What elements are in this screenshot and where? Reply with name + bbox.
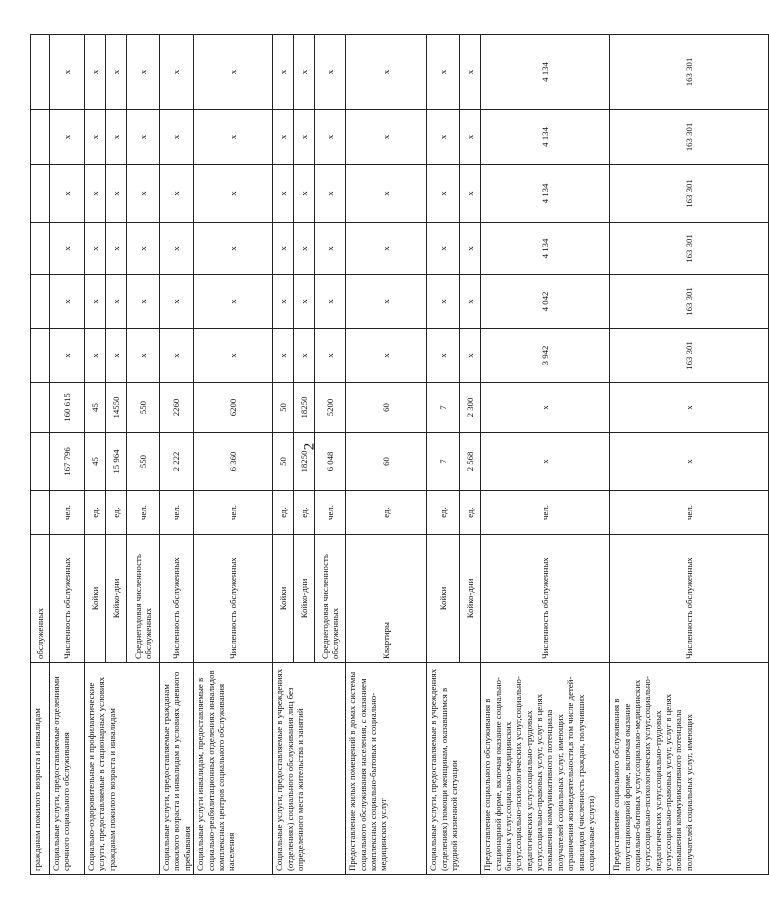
indicator-cell: Численность обслуженных — [194, 535, 273, 663]
value-cell: х — [294, 35, 315, 110]
value-cell: х — [85, 110, 106, 165]
value-cell: х — [427, 223, 460, 275]
value-cell: 50 — [273, 433, 294, 491]
value-cell: 4 134 — [481, 110, 610, 165]
value-cell: х — [127, 223, 160, 275]
rotated-table-wrapper — [30, 35, 694, 875]
unit-cell: чел. — [160, 491, 194, 535]
value-cell: х — [127, 275, 160, 329]
value-cell: х — [106, 329, 127, 383]
value-cell: 60 — [346, 433, 427, 491]
value-cell: 50 — [273, 383, 294, 433]
value-cell: х — [85, 329, 106, 383]
value-cell: х — [127, 165, 160, 223]
table-row — [85, 35, 106, 875]
value-cell: х — [160, 275, 194, 329]
value-cell: х — [273, 275, 294, 329]
value-cell: х — [160, 35, 194, 110]
value-cell: х — [315, 329, 346, 383]
value-cell: 167 796 — [50, 433, 85, 491]
value-cell: 163 301 — [610, 329, 769, 383]
value-cell: 45 — [85, 383, 106, 433]
value-cell: 550 — [127, 433, 160, 491]
value-cell: 163 301 — [610, 223, 769, 275]
indicator-cell: Численность обслуженных — [481, 535, 610, 663]
value-cell: х — [50, 275, 85, 329]
unit-cell: чел. — [50, 491, 85, 535]
service-description: Социальные услуги, предоставляемые в учреждениях (отделениях) социального обслуживания лиц без определенного места жительства и занятий — [273, 663, 346, 875]
value-cell: х — [50, 223, 85, 275]
value-cell: х — [481, 433, 610, 491]
value-cell: х — [315, 110, 346, 165]
unit-cell: ед. — [106, 491, 127, 535]
value-cell: х — [85, 35, 106, 110]
value-cell: х — [85, 275, 106, 329]
value-cell: 60 — [346, 383, 427, 433]
value-cell: х — [427, 35, 460, 110]
value-cell: х — [610, 433, 769, 491]
value-cell: х — [427, 275, 460, 329]
value-cell: 5200 — [315, 383, 346, 433]
value-cell: х — [50, 110, 85, 165]
fragment-description: гражданам пожилого возраста и инвалидам — [31, 663, 50, 875]
value-cell: х — [315, 223, 346, 275]
value-cell: х — [85, 165, 106, 223]
value-cell: х — [346, 275, 427, 329]
value-cell: 6200 — [194, 383, 273, 433]
value-cell: х — [315, 165, 346, 223]
indicator-cell: Среднегодовая численность обслуженных — [315, 535, 346, 663]
value-cell: х — [427, 165, 460, 223]
value-cell: 163 301 — [610, 275, 769, 329]
value-cell: 4 134 — [481, 165, 610, 223]
value-cell: 15 964 — [106, 433, 127, 491]
value-cell: х — [194, 110, 273, 165]
value-cell: х — [160, 165, 194, 223]
indicator-cell: Койко-дни — [460, 535, 481, 663]
value-cell: 45 — [85, 433, 106, 491]
value-cell: х — [460, 275, 481, 329]
unit-cell: ед. — [273, 491, 294, 535]
table-body — [31, 35, 769, 875]
unit-cell: чел. — [127, 491, 160, 535]
unit-cell: ед. — [346, 491, 427, 535]
indicator-cell: Численность обслуженных — [160, 535, 194, 663]
value-cell: х — [346, 165, 427, 223]
value-cell: 163 301 — [610, 110, 769, 165]
value-cell: 163 301 — [610, 35, 769, 110]
value-cell: х — [315, 275, 346, 329]
unit-cell: чел. — [315, 491, 346, 535]
value-cell: х — [160, 223, 194, 275]
value-cell: х — [160, 329, 194, 383]
value-cell: 18250 — [294, 383, 315, 433]
table-row — [194, 35, 273, 875]
value-cell: х — [346, 35, 427, 110]
table-row — [481, 35, 610, 875]
value-cell: х — [346, 223, 427, 275]
value-cell: х — [194, 275, 273, 329]
value-cell: 2260 — [160, 383, 194, 433]
value-cell: х — [194, 223, 273, 275]
value-cell: х — [50, 35, 85, 110]
service-description: Предоставление социального обслуживания в стационарной форме, включая оказание социально-бытовых услуг,социально-медицинских услуг,социально-психологических услуг,социально-педагогических услуг,социально-трудовых услуг,социально-правовых услуг, услуг в целях повышения коммуникативного потенциала получателей социальных услуг, имеющих ограничения жизнедеятельности,в том числе детей-инвалидов (численность граждан, получивших социальные услуги) — [481, 663, 610, 875]
value-cell: х — [427, 110, 460, 165]
value-cell: 4 042 — [481, 275, 610, 329]
service-description: Предоставление жилых помещений в домах системы социального обслуживания населения, с оказанием комплексных социально-бытовых и социально-медицинских услуг — [346, 663, 427, 875]
value-cell: 18250 — [294, 433, 315, 491]
value-cell: х — [106, 35, 127, 110]
value-cell: х — [294, 110, 315, 165]
services-table — [30, 34, 769, 875]
value-cell: 2 300 — [460, 383, 481, 433]
table-row — [346, 35, 427, 875]
unit-cell: чел. — [610, 491, 769, 535]
value-cell: х — [85, 223, 106, 275]
service-description: Предоставление социального обслуживания в полустационарной форме, включая оказание социально-бытовых услуг,социально-медицинских услуг,социально-психологических услуг,социально-педагогических услуг,социально-трудовых услуг,социально-правовых услуг, услуг в целях повышения коммуникативного потенциала получателей социальных услуг, имеющих — [610, 663, 769, 875]
unit-cell: ед. — [294, 491, 315, 535]
indicator-cell: Койко-дни — [106, 535, 127, 663]
value-cell: х — [127, 35, 160, 110]
value-cell: х — [315, 35, 346, 110]
value-cell: х — [610, 383, 769, 433]
unit-cell: ед. — [85, 491, 106, 535]
value-cell: х — [427, 329, 460, 383]
value-cell: х — [127, 110, 160, 165]
page-number: 2 — [301, 442, 318, 451]
value-cell: х — [346, 329, 427, 383]
value-cell: х — [194, 165, 273, 223]
value-cell: х — [346, 110, 427, 165]
indicator-cell: Койки — [85, 535, 106, 663]
value-cell: 4 134 — [481, 223, 610, 275]
value-cell: х — [460, 223, 481, 275]
value-cell: х — [106, 223, 127, 275]
table-row — [273, 35, 294, 875]
value-cell: 550 — [127, 383, 160, 433]
value-cell: х — [294, 223, 315, 275]
indicator-cell: Численность обслуженных — [50, 535, 85, 663]
value-cell: х — [194, 329, 273, 383]
value-cell: х — [294, 329, 315, 383]
value-cell: 2 568 — [460, 433, 481, 491]
value-cell: 7 — [427, 383, 460, 433]
fragment-indicator: обслуженных — [31, 535, 50, 663]
value-cell: х — [273, 110, 294, 165]
table-row — [610, 35, 769, 875]
value-cell: х — [460, 329, 481, 383]
value-cell: х — [106, 275, 127, 329]
table-row-fragment — [31, 35, 50, 875]
value-cell: 6 048 — [315, 433, 346, 491]
value-cell: 163 301 — [610, 165, 769, 223]
unit-cell: чел. — [481, 491, 610, 535]
value-cell: х — [273, 329, 294, 383]
value-cell: 7 — [427, 433, 460, 491]
unit-cell: ед. — [460, 491, 481, 535]
indicator-cell: Численность обслуженных — [610, 535, 769, 663]
service-description: Социально-оздоровительные и профилактические услуги, предоставляемые в стационарных условиях гражданам пожилого возраста и инвалидам — [85, 663, 160, 875]
value-cell: х — [194, 35, 273, 110]
service-description: Социальные услуги, предоставляемые отделениями срочного социального обслуживания — [50, 663, 85, 875]
indicator-cell: Квартиры — [346, 535, 427, 663]
value-cell: 160 615 — [50, 383, 85, 433]
value-cell: х — [50, 329, 85, 383]
indicator-cell: Койки — [273, 535, 294, 663]
value-cell: х — [127, 329, 160, 383]
value-cell: х — [273, 223, 294, 275]
indicator-cell: Среднегодовая численность обслуженных — [127, 535, 160, 663]
value-cell: 2 222 — [160, 433, 194, 491]
service-description: Социальные услуги, предоставляемые в учреждениях (отделениях) помощи женщинам, оказавшимся в трудной жизненной ситуации — [427, 663, 481, 875]
value-cell: х — [273, 165, 294, 223]
value-cell: 14550 — [106, 383, 127, 433]
value-cell: х — [460, 165, 481, 223]
value-cell: х — [106, 165, 127, 223]
value-cell: х — [481, 383, 610, 433]
unit-cell: чел. — [194, 491, 273, 535]
value-cell: 6 360 — [194, 433, 273, 491]
value-cell: х — [294, 275, 315, 329]
value-cell: 3 942 — [481, 329, 610, 383]
value-cell: х — [460, 110, 481, 165]
unit-cell: ед. — [427, 491, 460, 535]
service-description: Социальные услуги, предоставляемые гражданам пожилого возраста и инвалидам в условиях дневного пребывания — [160, 663, 194, 875]
table-row — [50, 35, 85, 875]
table-row — [427, 35, 460, 875]
value-cell: х — [294, 165, 315, 223]
value-cell: 4 134 — [481, 35, 610, 110]
indicator-cell: Койко-дни — [294, 535, 315, 663]
service-description: Социальные услуги инвалидам, предоставляемые в социально-реабилитационных отделениях инвалидов комплексных центров социального обслуживания населения — [194, 663, 273, 875]
value-cell: х — [50, 165, 85, 223]
table-row — [160, 35, 194, 875]
value-cell: х — [273, 35, 294, 110]
value-cell: х — [106, 110, 127, 165]
value-cell: х — [160, 110, 194, 165]
value-cell: х — [460, 35, 481, 110]
indicator-cell: Койки — [427, 535, 460, 663]
